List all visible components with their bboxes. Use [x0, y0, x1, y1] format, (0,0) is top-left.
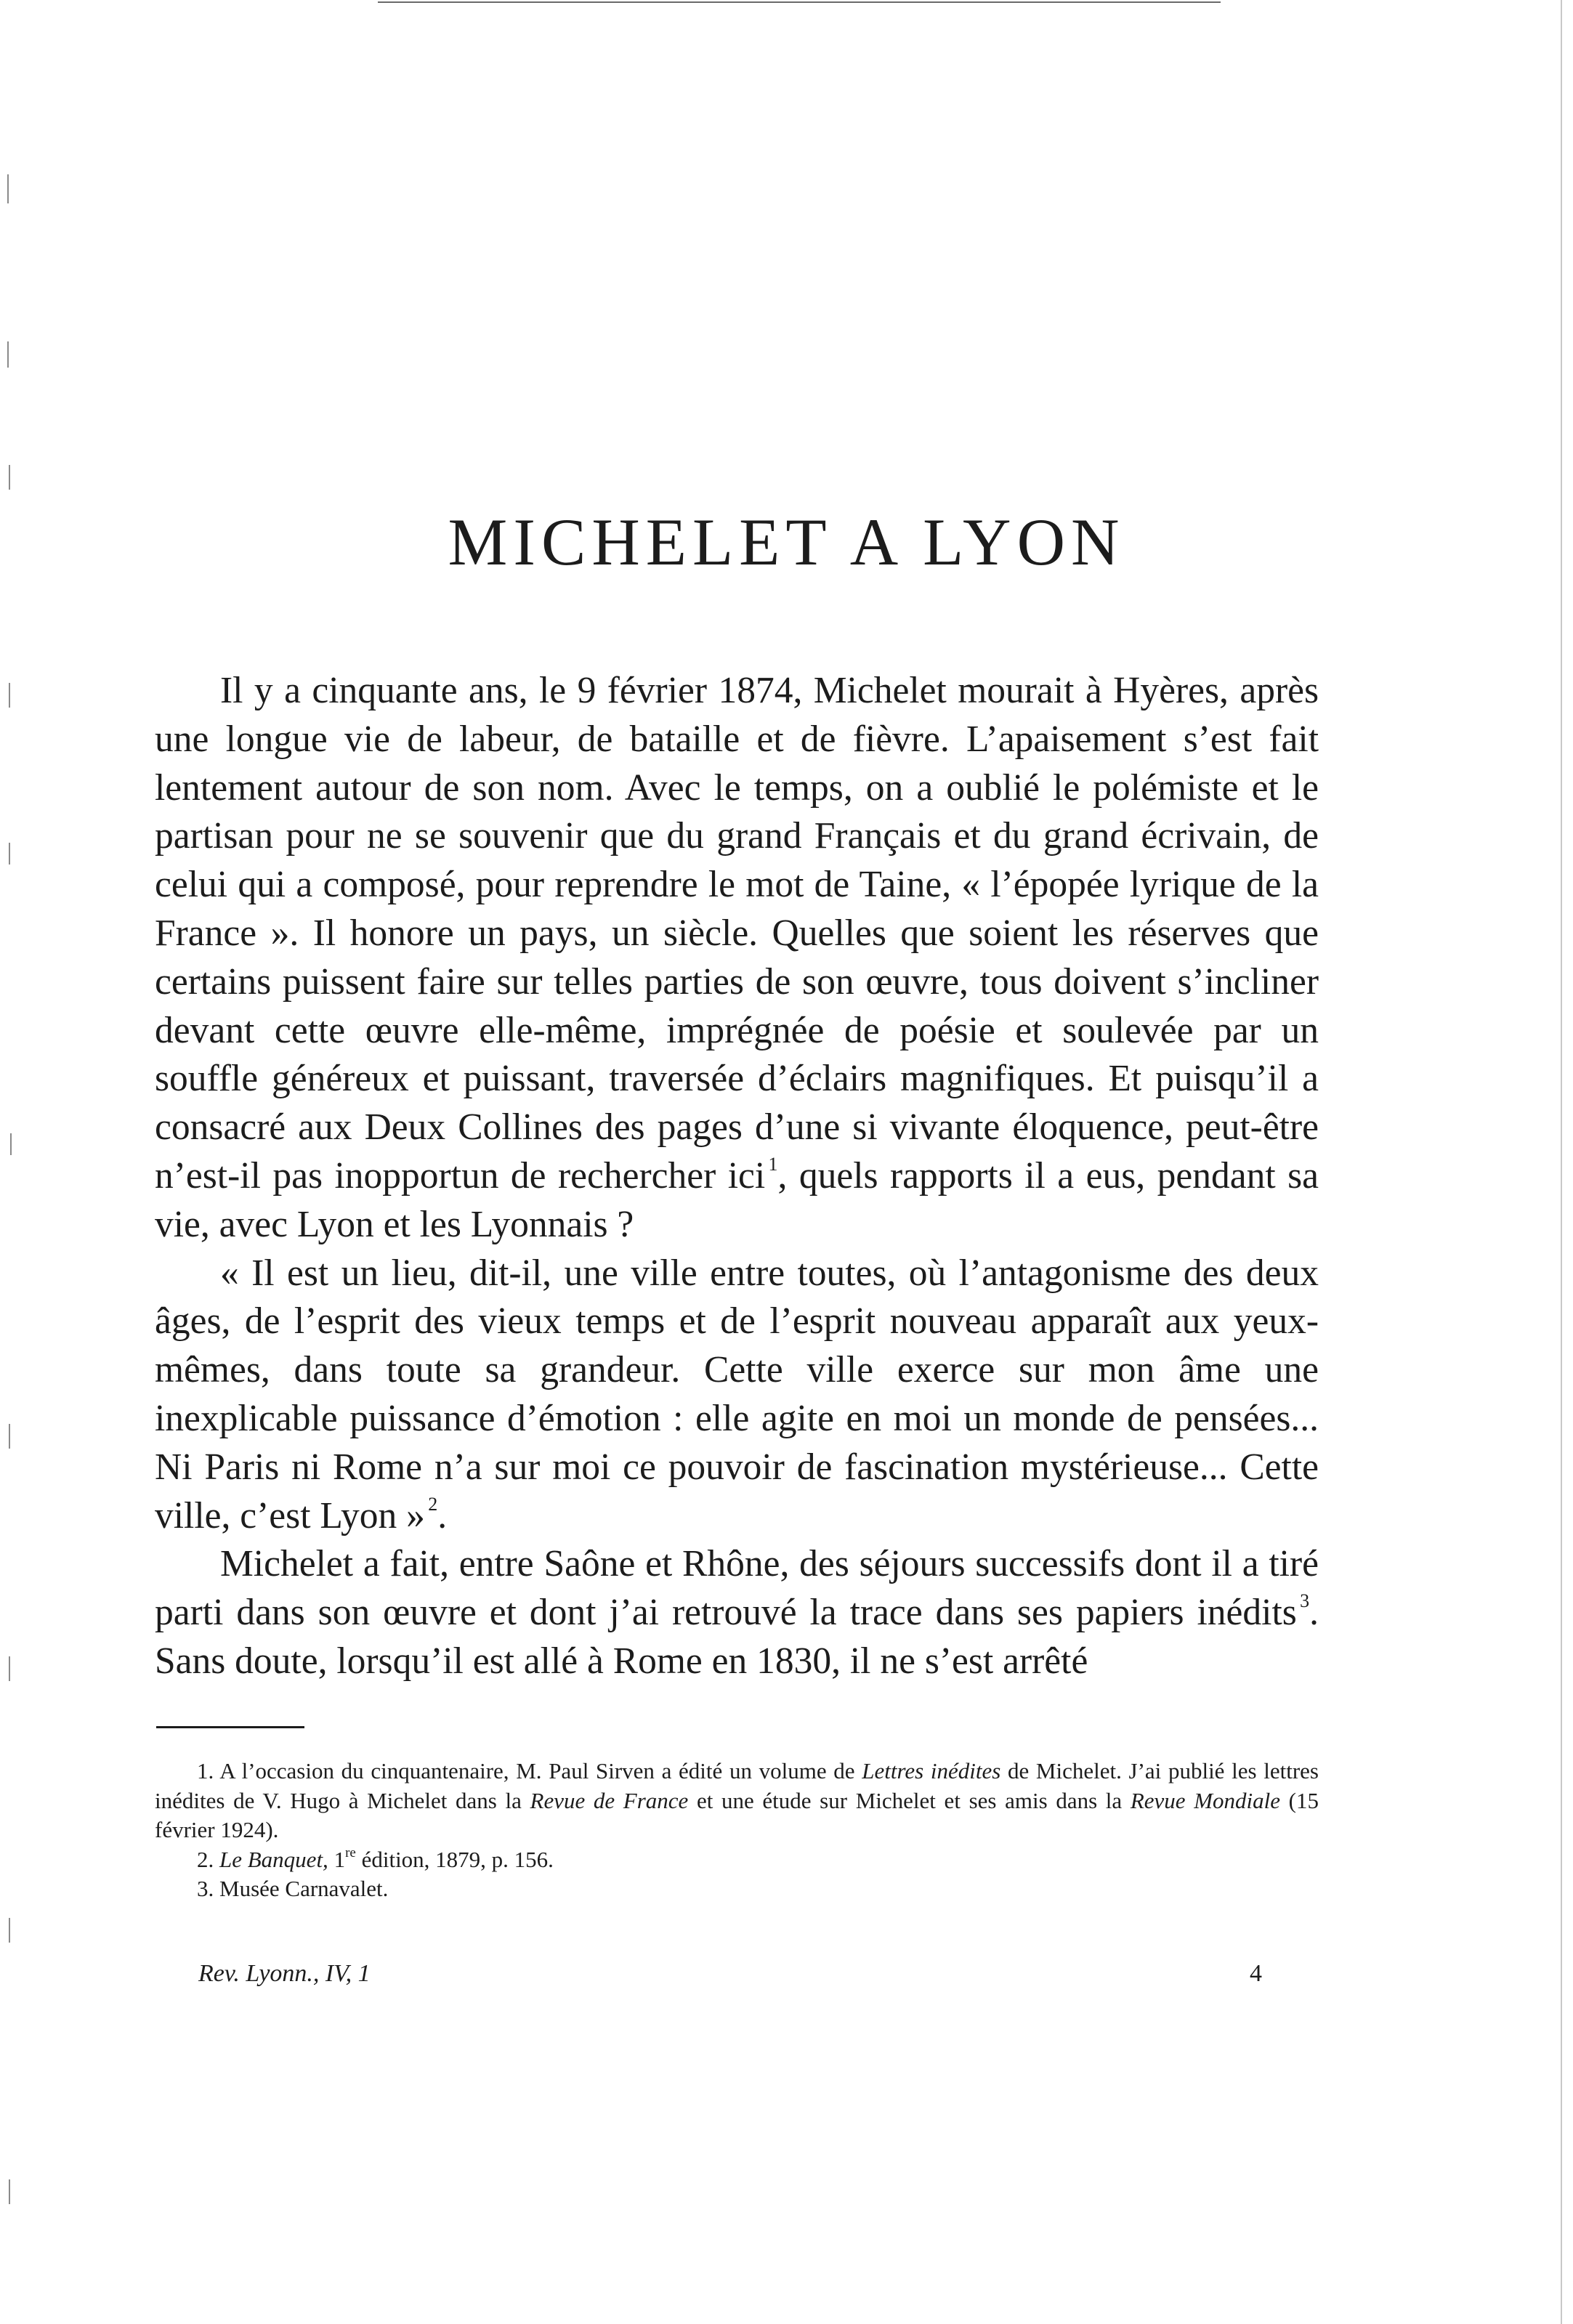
- footnote-1-italic-2: Revue de France: [530, 1787, 689, 1813]
- footnote-separator: [156, 1726, 304, 1728]
- paragraph-1-text-a: Il y a cinquante ans, le 9 février 1874, Michelet mourait à Hyères, après une longue vie de labeur, de bataille et de fièvre. L’apaisement s’est fait lentement autour de son nom. Avec le temps, on a oublié le polémiste et le partisan pour ne se souvenir que du grand Français et du grand écrivain, de celui qui a composé, pour reprendre le mot de Taine, « l’épopée lyrique de la France ». Il honore un pays, un siècle. Quelles que soient les réserves que certains puissent faire sur telles parties de son œuvre, tous doivent s’incliner devant cette œuvre elle-même, imprégnée de poésie et soulevée par un souffle généreux et puissant, traversée d’éclairs magnifiques. Et puisqu’il a consacré aux Deux Collines des pages d’une si vivante éloquence, peut-être n’est-il pas inopportun de rechercher ici: [155, 670, 1319, 1197]
- running-foot-source: [198, 1961, 371, 1986]
- footnote-ref-3: 3: [1300, 1590, 1310, 1612]
- scan-mark: [9, 2179, 10, 2204]
- footnote-2: [155, 1845, 1319, 1875]
- scan-mark: [7, 174, 9, 203]
- footnote-2-italic: Le Banquet,: [219, 1846, 328, 1872]
- paragraph-2-text-a: « Il est un lieu, dit-il, une ville entre toutes, où l’antagonisme des deux âges, de l’esprit des vieux temps et de l’esprit nouveau apparaît aux yeux-mêmes, dans toute sa grandeur. Cette ville exerce sur mon âme une inexplicable puissance d’émotion : elle agite en moi un monde de pensées... Ni Paris ni Rome n’a sur moi ce pouvoir de fascination mystérieuse... Cette ville, c’est Lyon »: [155, 1252, 1319, 1536]
- scan-mark: [7, 341, 9, 368]
- footnote-3: 3. Musée Carnavalet.: [197, 1876, 389, 1901]
- footnote-1: [155, 1757, 1319, 1845]
- footnote-1-italic: Lettres inédites: [862, 1758, 1001, 1784]
- footnote-1-text: 1. A l’occasion du cinquantenaire, M. Paul Sirven a édité un volume de: [197, 1758, 862, 1784]
- paragraph-1-text-b: , quels rapports il a eus, pendant sa vie, avec Lyon et les Lyonnais ?: [155, 1154, 1319, 1245]
- footnote-2-text-b: 1: [328, 1846, 346, 1872]
- footnote-ref-1: 1: [768, 1153, 778, 1175]
- scan-mark: [9, 1656, 10, 1681]
- body-text: [155, 667, 1319, 1686]
- scan-mark: [9, 1918, 10, 1943]
- footnote-1-text-c: et une étude sur Michelet et ses amis dans la: [688, 1787, 1131, 1813]
- footnote-2-text-c: édition, 1879, p. 156.: [355, 1846, 554, 1872]
- paragraph-3-text-b: . Sans doute, lorsqu’il est allé à Rome en 1830, il ne s’est arrêté: [155, 1592, 1319, 1682]
- scan-mark: [10, 1133, 12, 1155]
- top-edge-rule: [378, 1, 1221, 3]
- page-number: 4: [1250, 1960, 1262, 1987]
- scan-mark: [9, 1424, 10, 1449]
- scan-mark: [9, 843, 10, 865]
- footnote-2-text: 2.: [197, 1846, 219, 1872]
- scan-mark: [1561, 0, 1562, 2324]
- footnote-1-text-d: (15 février 1924).: [155, 1787, 1319, 1842]
- paragraph-1: [155, 667, 1319, 1250]
- paragraph-2: [155, 1250, 1319, 1541]
- footnotes: [155, 1757, 1319, 1904]
- page-title: MICHELET A LYON: [448, 505, 1125, 579]
- footnote-ref-2: 2: [428, 1493, 438, 1515]
- scan-mark: [9, 683, 10, 708]
- running-foot-source-text: Rev. Lyonn., IV, 1: [198, 1960, 371, 1987]
- scan-mark: [9, 465, 10, 490]
- footnote-2-sup: re: [345, 1845, 356, 1861]
- paragraph-2-text-b: .: [437, 1494, 448, 1536]
- paragraph-3: [155, 1540, 1319, 1685]
- footnote-1-italic-3: Revue Mondiale: [1130, 1787, 1281, 1813]
- paragraph-3-text-a: Michelet a fait, entre Saône et Rhône, des séjours successifs dont il a tiré parti dans son œuvre et dont j’ai retrouvé la trace dans ses papiers inédits: [155, 1543, 1319, 1634]
- footnote-1-text-b: de Michelet. J’ai publié les lettres inédites de V. Hugo à Michelet dans la: [155, 1758, 1319, 1813]
